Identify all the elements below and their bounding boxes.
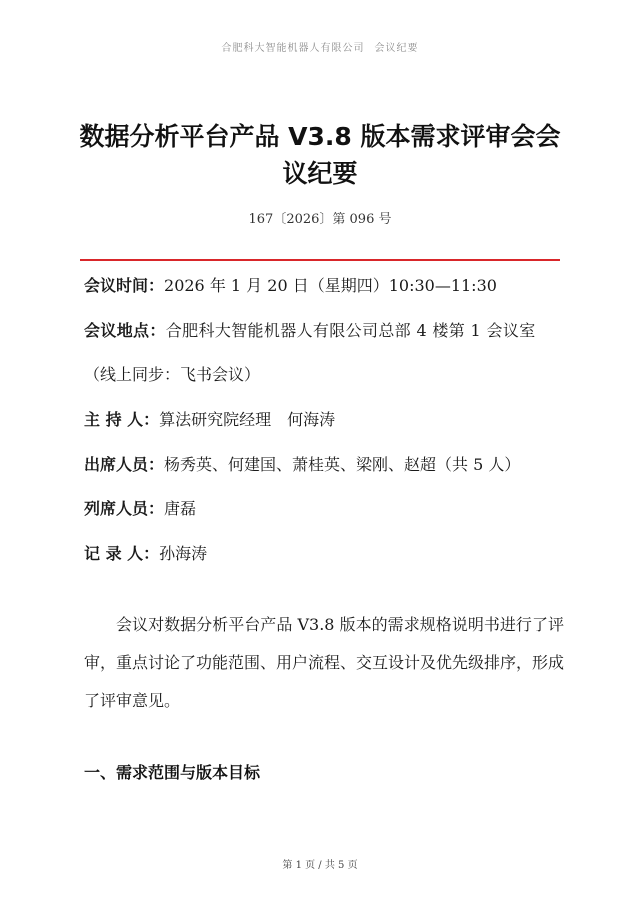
- meeting-attendees: [84, 454, 520, 476]
- red-divider: [80, 259, 560, 261]
- meeting-attendees-label: 出席人员：: [84, 455, 165, 474]
- page-header: [0, 39, 640, 54]
- meeting-time-label: 会议时间：: [84, 276, 165, 295]
- document-number: 167〔2026〕第 096 号: [248, 212, 392, 227]
- document-title: 数据分析平台产品 V3.8 版本需求评审会会议纪要: [79, 122, 561, 188]
- meeting-location-continued: （线上同步：飞书会议）: [84, 365, 261, 384]
- header-company: 合肥科大智能机器人有限公司: [221, 43, 365, 54]
- meeting-nonvoting-value: 唐磊: [164, 499, 197, 518]
- meeting-host-value: 算法研究院经理 何海涛: [159, 410, 336, 429]
- summary-text: 会议对数据分析平台产品 V3.8 版本的需求规格说明书进行了评审，重点讨论了功能范围、用户流程、交互设计及优先级排序，形成了评审意见。: [84, 615, 565, 710]
- meeting-nonvoting-label: 列席人员：: [84, 499, 165, 518]
- meeting-time: [84, 275, 497, 297]
- meeting-recorder-label: 记 录 人：: [84, 544, 160, 563]
- meeting-nonvoting: [84, 498, 196, 520]
- section-heading: 一、需求范围与版本目标: [84, 763, 261, 782]
- meeting-location-label: 会议地点：: [84, 321, 166, 340]
- meeting-attendees-value: 杨秀英、何建国、萧桂英、梁刚、赵超（共 5 人）: [164, 455, 521, 474]
- meeting-time-value: 2026 年 1 月 20 日（星期四）10:30—11:30: [164, 276, 497, 295]
- meeting-recorder: [84, 543, 207, 565]
- header-doc-type: 会议纪要: [374, 43, 419, 54]
- meeting-location: [84, 320, 536, 342]
- summary-paragraph: [84, 606, 564, 720]
- meeting-host-label: 主 持 人：: [84, 410, 160, 429]
- meeting-host: [84, 409, 335, 431]
- meeting-location-value: 合肥科大智能机器人有限公司总部 4 楼第 1 会议室: [165, 321, 536, 340]
- page-footer: 第 1 页 / 共 5 页: [282, 860, 358, 871]
- meeting-recorder-value: 孙海涛: [159, 544, 208, 563]
